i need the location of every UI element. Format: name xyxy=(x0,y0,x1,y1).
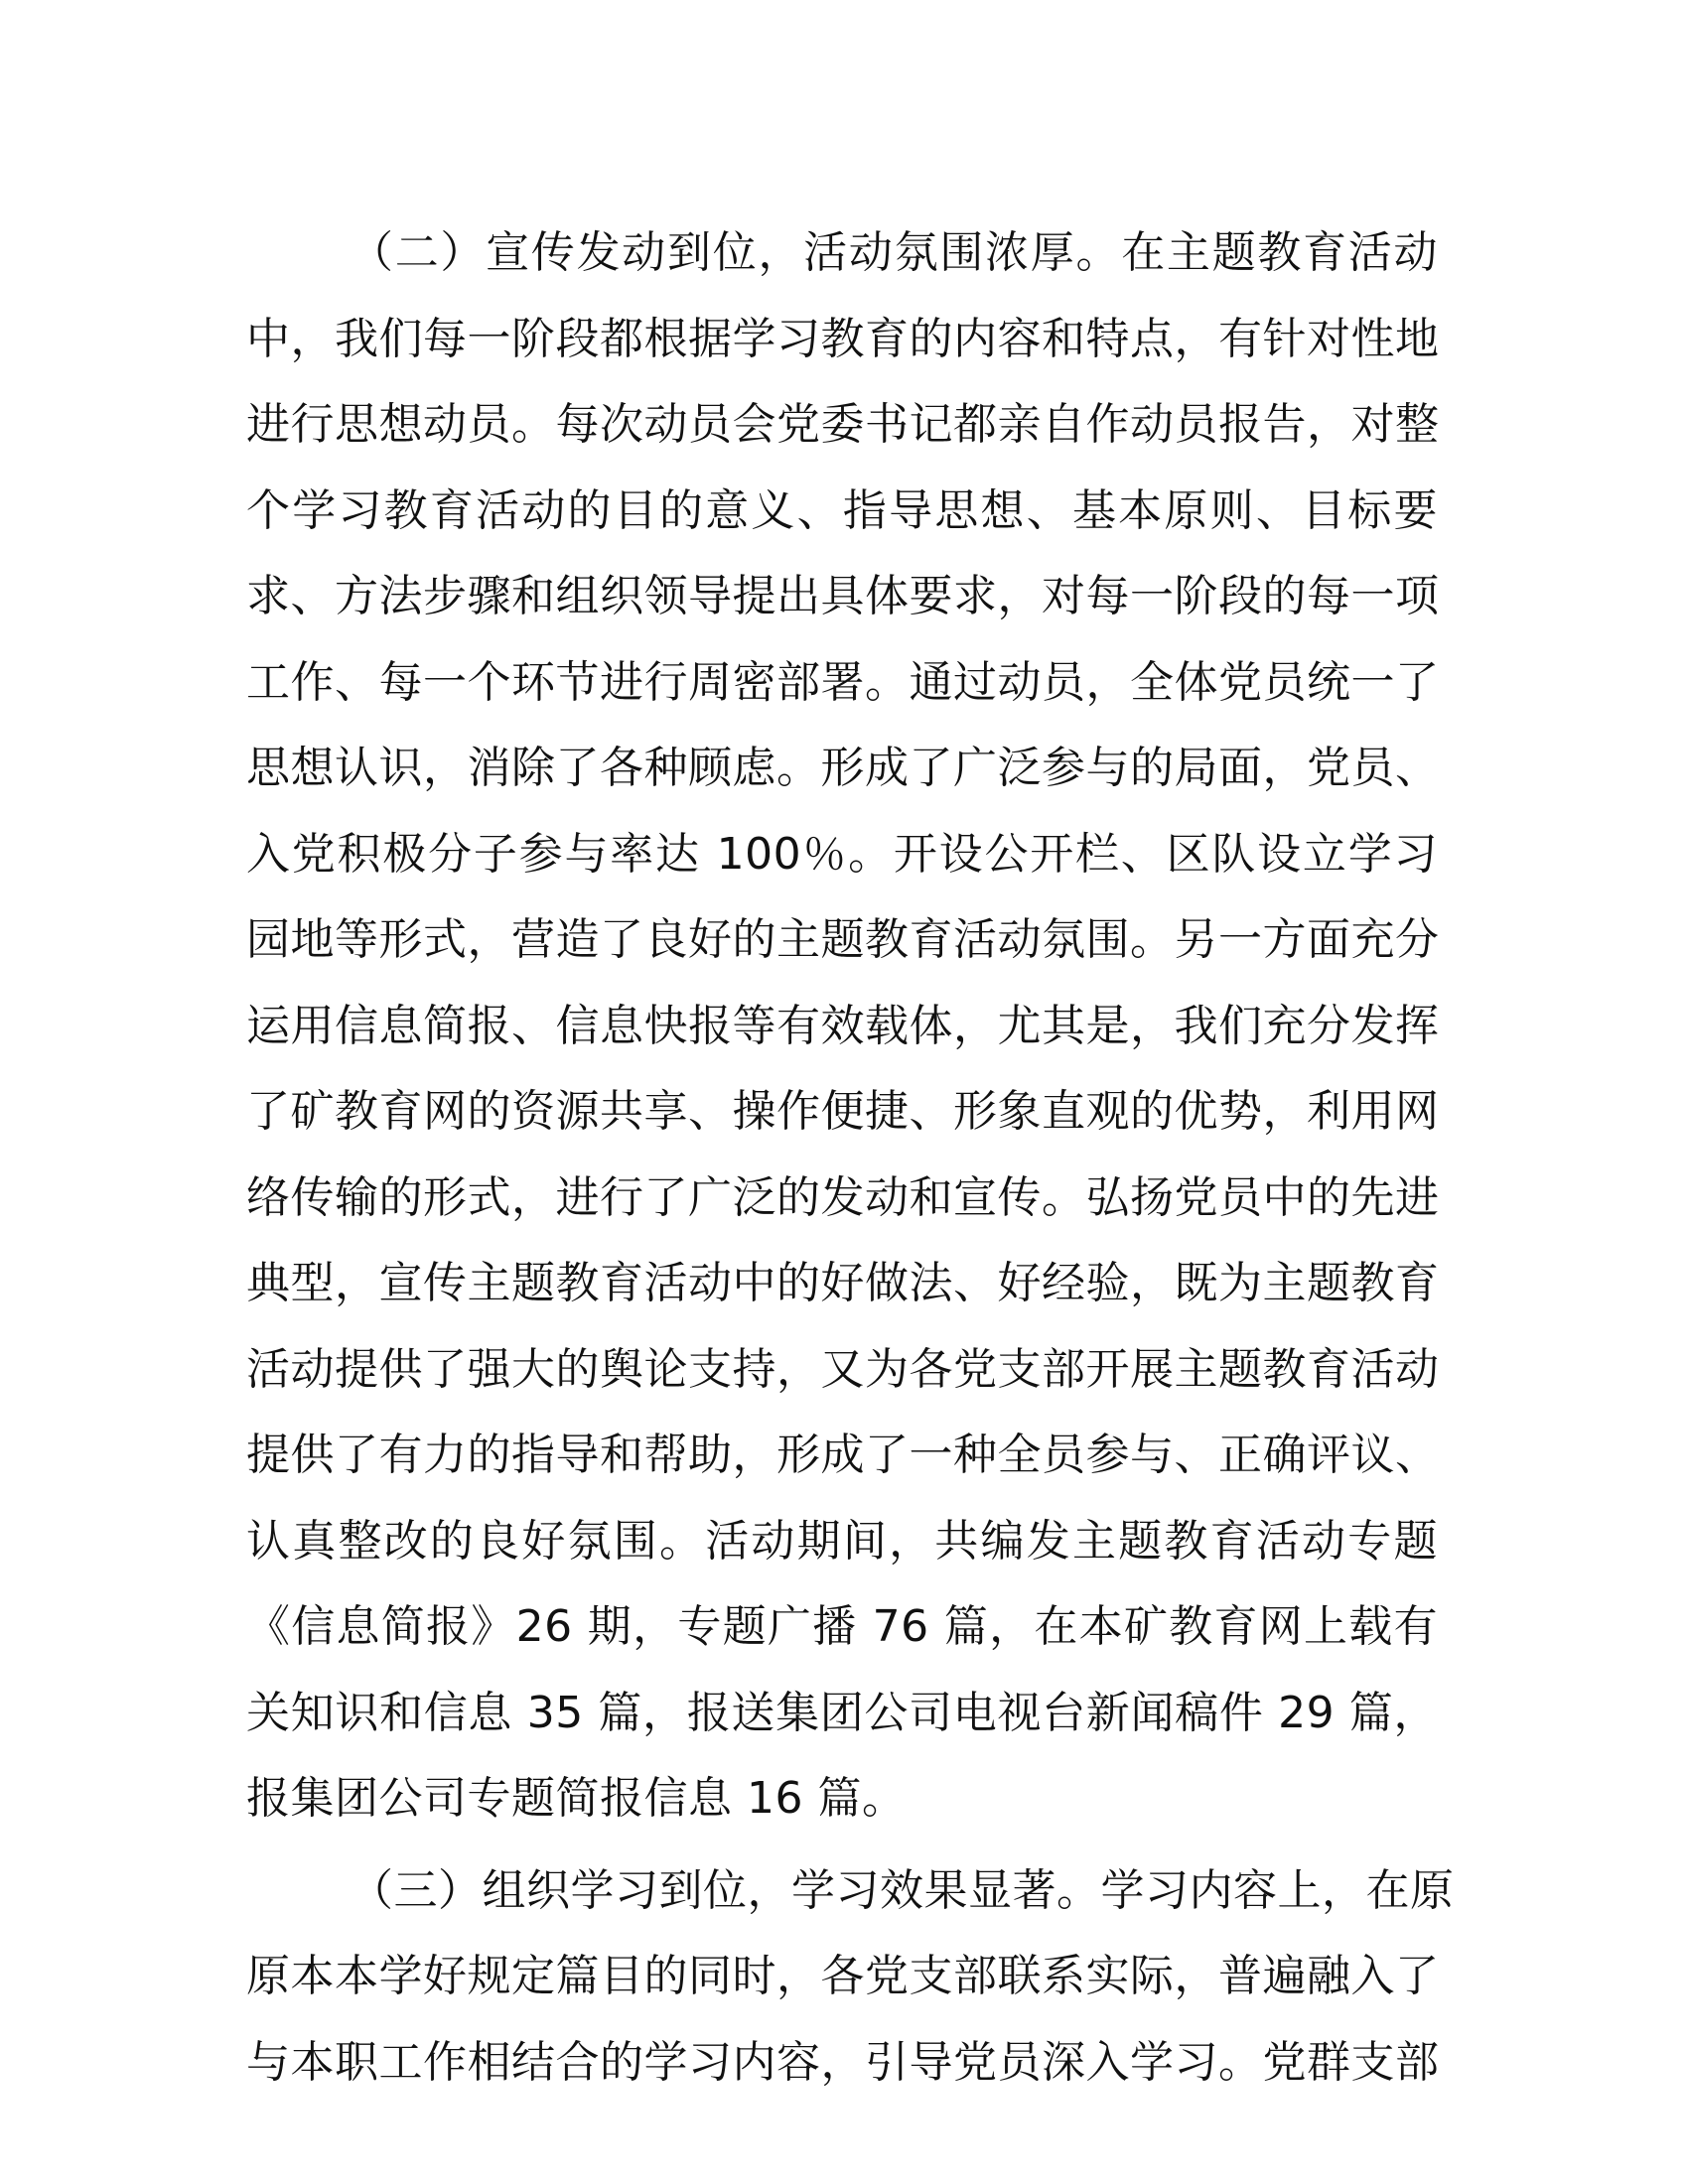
paragraph-line: 个学习教育活动的目的意义、指导思想、基本原则、目标要 xyxy=(246,484,1438,536)
paragraph-line: 原本本学好规定篇目的同时，各党支部联系实际，普遍融入了 xyxy=(246,1951,1440,2001)
paragraph-line: 典型，宣传主题教育活动中的好做法、好经验，既为主题教育 xyxy=(246,1258,1440,1308)
paragraph-line: 运用信息简报、信息快报等有效载体，尤其是，我们充分发挥 xyxy=(246,1000,1440,1051)
paragraph-line: 活动提供了强大的舆论支持，又为各党支部开展主题教育活动 xyxy=(246,1343,1440,1395)
paragraph-line: 报集团公司专题简报信息 16 篇。 xyxy=(246,1773,907,1824)
paragraph-publicity xyxy=(246,210,1438,1843)
paragraph-line: 关知识和信息 35 篇，报送集团公司电视台新闻稿件 29 篇， xyxy=(246,1687,1438,1738)
paragraph-line: 中，我们每一阶段都根据学习教育的内容和特点，有针对性地 xyxy=(246,313,1440,364)
paragraph-line: 园地等形式，营造了良好的主题教育活动氛围。另一方面充分 xyxy=(246,914,1440,965)
paragraph-line: 进行思想动员。每次动员会党委书记都亲自作动员报告，对整 xyxy=(246,399,1440,450)
paragraph-line: 提供了有力的指导和帮助，形成了一种全员参与、正确评议、 xyxy=(246,1430,1440,1480)
paragraph-line: 入党积极分子参与率达 100％。开设公开栏、区队设立学习 xyxy=(246,828,1438,880)
paragraph-line: （三）组织学习到位，学习效果显著。学习内容上，在原 xyxy=(350,1864,1455,1916)
paragraph-line: 了矿教育网的资源共享、操作便捷、形象直观的优势，利用网 xyxy=(246,1086,1440,1137)
paragraph-line: 思想认识，消除了各种顾虑。形成了广泛参与的局面，党员、 xyxy=(246,743,1440,793)
paragraph-line: 工作、每一个环节进行周密部署。通过动员，全体党员统一了 xyxy=(246,656,1440,708)
paragraph-line: （二）宣传发动到位，活动氛围浓厚。在主题教育活动 xyxy=(350,227,1438,278)
paragraph-line: 认真整改的良好氛围。活动期间，共编发主题教育活动专题 xyxy=(246,1515,1438,1567)
paragraph-line: 与本职工作相结合的学习内容，引导党员深入学习。党群支部 xyxy=(246,2036,1440,2088)
paragraph-line: 求、方法步骤和组织领导提出具体要求，对每一阶段的每一项 xyxy=(246,571,1440,621)
paragraph-study xyxy=(246,1848,1455,2107)
paragraph-line: 《信息简报》26 期，专题广播 76 篇，在本矿教育网上载有 xyxy=(246,1601,1438,1652)
document-body xyxy=(246,210,1455,2106)
paragraph-line: 络传输的形式，进行了广泛的发动和宣传。弘扬党员中的先进 xyxy=(246,1171,1440,1223)
